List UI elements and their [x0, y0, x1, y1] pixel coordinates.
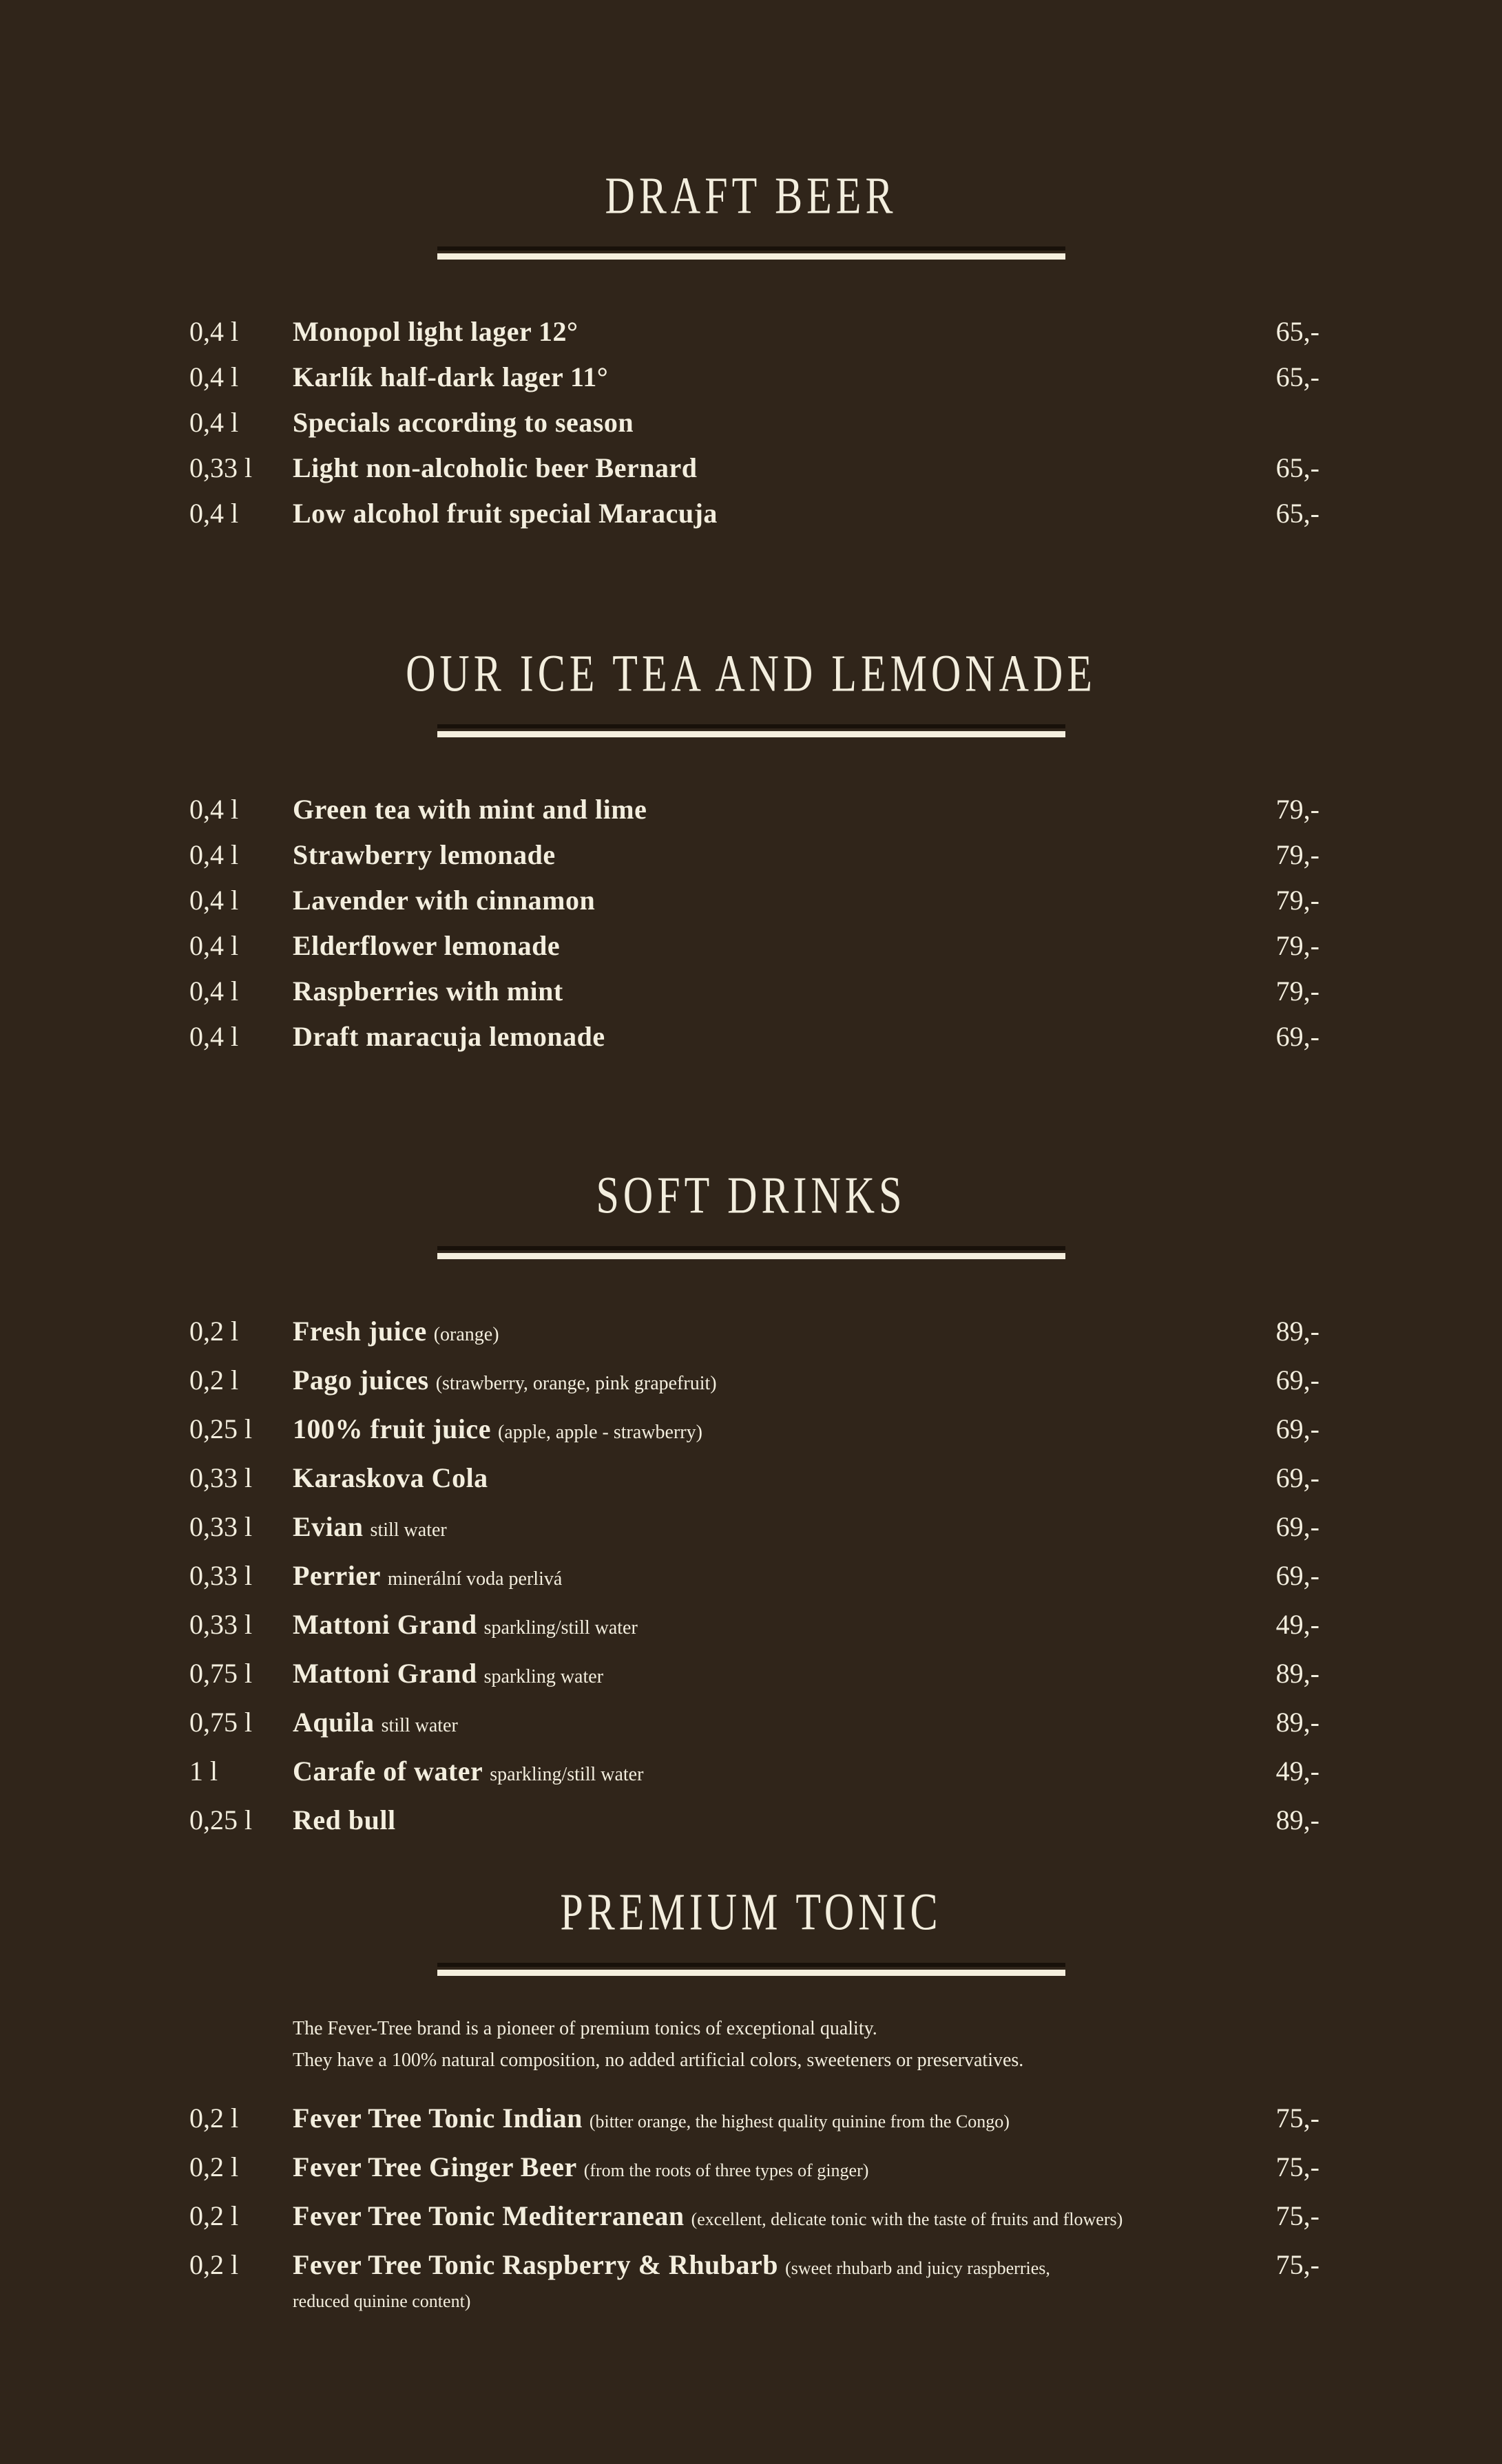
item-name-cell [293, 2242, 1230, 2317]
item-name-cell [293, 1309, 1230, 1358]
item-name: Karaskova Cola [293, 1462, 488, 1493]
item-price: 65,- [1275, 361, 1320, 392]
item-name-cell [293, 2145, 1230, 2193]
item-volume: 0,33 l [189, 452, 253, 483]
menu-item-row [189, 2096, 1320, 2145]
item-name: Pago juices [293, 1365, 429, 1396]
item-price: 49,- [1275, 1756, 1320, 1787]
item-name: Fever Tree Ginger Beer [293, 2151, 577, 2182]
item-price: 69,- [1275, 1462, 1320, 1493]
item-name-cell [293, 787, 1230, 832]
item-price: 75,- [1275, 2151, 1320, 2182]
item-name-cell [293, 2193, 1230, 2242]
item-desc: (excellent, delicate tonic with the taste of fruits and flowers) [691, 2209, 1123, 2229]
item-name-cell [293, 832, 1230, 878]
item-volume: 0,4 l [189, 839, 239, 870]
item-desc: (orange) [433, 1324, 499, 1345]
item-volume: 0,25 l [189, 1804, 253, 1835]
section-divider [437, 724, 1065, 737]
item-volume: 0,4 l [189, 976, 239, 1007]
menu-item-row [189, 491, 1320, 536]
menu-item-row [189, 1504, 1320, 1553]
item-name: Fresh juice [293, 1316, 427, 1347]
item-volume: 0,4 l [189, 361, 239, 392]
item-name-cell [293, 1749, 1230, 1798]
item-name: Green tea with mint and lime [293, 794, 647, 825]
item-name-cell [293, 969, 1230, 1014]
item-price: 89,- [1275, 1804, 1320, 1835]
item-name: Strawberry lemonade [293, 839, 556, 870]
divider-light-line [437, 1970, 1065, 1976]
menu-item-row [189, 878, 1320, 923]
item-volume: 0,2 l [189, 2249, 239, 2280]
item-price: 69,- [1275, 1511, 1320, 1542]
menu-item-row [189, 1553, 1320, 1602]
menu-item-row [189, 1798, 1320, 1846]
divider-light-line [437, 253, 1065, 260]
item-desc: sparkling/still water [483, 1617, 638, 1639]
item-name: Elderflower lemonade [293, 930, 561, 961]
item-price: 79,- [1275, 930, 1320, 961]
item-volume: 0,4 l [189, 930, 239, 961]
item-name-cell [293, 1407, 1230, 1455]
item-price: 49,- [1275, 1609, 1320, 1640]
item-name-cell [293, 1651, 1230, 1700]
item-price: 79,- [1275, 976, 1320, 1007]
item-name: Monopol light lager 12° [293, 316, 578, 347]
item-name-cell [293, 1700, 1230, 1749]
item-volume: 0,4 l [189, 885, 239, 916]
menu-item-row [189, 1700, 1320, 1749]
item-desc: (sweet rhubarb and juicy raspberries, [785, 2258, 1050, 2278]
item-name-cell [293, 309, 1230, 355]
menu-item-row [189, 1309, 1320, 1358]
item-desc-line2: reduced quinine content) [293, 2291, 471, 2311]
menu-item-row [189, 787, 1320, 832]
item-price: 69,- [1275, 1560, 1320, 1591]
menu-item-row [189, 1407, 1320, 1455]
item-name: Aquila [293, 1707, 375, 1738]
menu-item-row [189, 1358, 1320, 1407]
item-price: 89,- [1275, 1316, 1320, 1347]
item-name-cell [293, 923, 1230, 969]
item-price: 69,- [1275, 1365, 1320, 1396]
menu-item-row [189, 400, 1320, 445]
divider-light-line [437, 1253, 1065, 1259]
item-name: Mattoni Grand [293, 1609, 477, 1640]
item-name-cell [293, 1455, 1230, 1504]
section-ice-tea-lemonade [0, 642, 1502, 1060]
item-desc: sparkling water [483, 1666, 604, 1687]
item-price: 69,- [1275, 1021, 1320, 1052]
item-name: Carafe of water [293, 1756, 483, 1787]
section-title: PREMIUM TONIC [560, 1882, 942, 1941]
item-name: Red bull [293, 1804, 396, 1835]
item-name: Lavender with cinnamon [293, 885, 596, 916]
item-volume: 0,33 l [189, 1511, 253, 1542]
item-list [189, 1309, 1320, 1846]
item-volume: 0,2 l [189, 2200, 239, 2231]
item-name: Specials according to season [293, 407, 634, 438]
section-soft-drinks [0, 1163, 1502, 1846]
item-volume: 0,4 l [189, 316, 239, 347]
item-price: 79,- [1275, 885, 1320, 916]
menu-item-row [189, 1455, 1320, 1504]
item-price: 75,- [1275, 2103, 1320, 2134]
section-intro [293, 2013, 1320, 2076]
item-desc: (bitter orange, the highest quality quinine from the Congo) [589, 2112, 1010, 2131]
item-desc: (apple, apple - strawberry) [497, 1422, 702, 1443]
item-price: 79,- [1275, 794, 1320, 825]
item-volume: 0,2 l [189, 2151, 239, 2182]
item-price: 65,- [1275, 452, 1320, 483]
section-premium-tonic [0, 1880, 1502, 2317]
menu-item-row [189, 2193, 1320, 2242]
section-title: OUR ICE TEA AND LEMONADE [406, 644, 1096, 703]
menu-item-row [189, 355, 1320, 400]
section-divider [437, 246, 1065, 260]
item-name: 100% fruit juice [293, 1413, 491, 1444]
section-title: DRAFT BEER [605, 166, 897, 225]
item-name-cell [293, 878, 1230, 923]
item-name-cell [293, 1602, 1230, 1651]
item-price: 89,- [1275, 1658, 1320, 1689]
menu-item-row [189, 1014, 1320, 1060]
menu-item-row [189, 1651, 1320, 1700]
item-list [189, 309, 1320, 536]
item-volume: 0,75 l [189, 1707, 253, 1738]
item-price: 75,- [1275, 2249, 1320, 2280]
menu-item-row [189, 309, 1320, 355]
item-volume: 1 l [189, 1756, 218, 1787]
menu-item-row [189, 969, 1320, 1014]
item-name: Light non-alcoholic beer Bernard [293, 452, 698, 483]
item-name: Mattoni Grand [293, 1658, 477, 1689]
item-volume: 0,4 l [189, 1021, 239, 1052]
item-desc: (strawberry, orange, pink grapefruit) [435, 1373, 717, 1394]
menu-item-row [189, 832, 1320, 878]
item-volume: 0,2 l [189, 2103, 239, 2134]
item-volume: 0,33 l [189, 1462, 253, 1493]
item-volume: 0,75 l [189, 1658, 253, 1689]
item-name-cell [293, 1014, 1230, 1060]
item-name-cell [293, 2096, 1230, 2145]
section-divider [437, 1246, 1065, 1259]
section-divider [437, 1963, 1065, 1976]
item-name-cell [293, 1553, 1230, 1602]
item-name: Perrier [293, 1560, 381, 1591]
item-desc: still water [381, 1715, 458, 1736]
item-name-cell [293, 400, 1230, 445]
item-price: 75,- [1275, 2200, 1320, 2231]
menu-item-row [189, 1602, 1320, 1651]
item-name-cell [293, 445, 1230, 491]
menu-item-row [189, 445, 1320, 491]
item-volume: 0,2 l [189, 1365, 239, 1396]
item-price: 89,- [1275, 1707, 1320, 1738]
item-list [189, 787, 1320, 1060]
intro-line: The Fever-Tree brand is a pioneer of premium tonics of exceptional quality. [293, 2018, 877, 2039]
item-name-cell [293, 491, 1230, 536]
item-desc: sparkling/still water [490, 1764, 644, 1785]
item-name: Evian [293, 1511, 364, 1542]
item-list [189, 2096, 1320, 2317]
item-price: 65,- [1275, 498, 1320, 529]
item-name-cell [293, 1798, 1230, 1846]
item-name-cell [293, 1358, 1230, 1407]
item-price: 79,- [1275, 839, 1320, 870]
item-price: 65,- [1275, 316, 1320, 347]
menu-item-row [189, 1749, 1320, 1798]
item-name: Karlík half-dark lager 11° [293, 361, 609, 392]
item-volume: 0,4 l [189, 498, 239, 529]
divider-light-line [437, 731, 1065, 737]
menu-item-row [189, 923, 1320, 969]
item-desc: (from the roots of three types of ginger) [583, 2160, 869, 2180]
menu-item-row [189, 2145, 1320, 2193]
section-title: SOFT DRINKS [596, 1166, 906, 1225]
item-name: Draft maracuja lemonade [293, 1021, 605, 1052]
item-desc: still water [370, 1519, 447, 1541]
item-name: Raspberries with mint [293, 976, 563, 1007]
item-price: 69,- [1275, 1413, 1320, 1444]
item-name-cell [293, 355, 1230, 400]
item-name: Fever Tree Tonic Mediterranean [293, 2200, 685, 2231]
item-volume: 0,2 l [189, 1316, 239, 1347]
item-volume: 0,4 l [189, 794, 239, 825]
section-draft-beer [0, 164, 1502, 536]
menu-item-row [189, 2242, 1320, 2317]
item-name: Low alcohol fruit special Maracuja [293, 498, 718, 529]
item-name: Fever Tree Tonic Raspberry & Rhubarb [293, 2249, 779, 2280]
item-desc: minerální voda perlivá [387, 1568, 563, 1590]
intro-line: They have a 100% natural composition, no added artificial colors, sweeteners or preservatives. [293, 2050, 1024, 2071]
item-name-cell [293, 1504, 1230, 1553]
item-volume: 0,33 l [189, 1609, 253, 1640]
item-volume: 0,25 l [189, 1413, 253, 1444]
item-name: Fever Tree Tonic Indian [293, 2103, 583, 2134]
item-volume: 0,33 l [189, 1560, 253, 1591]
item-volume: 0,4 l [189, 407, 239, 438]
